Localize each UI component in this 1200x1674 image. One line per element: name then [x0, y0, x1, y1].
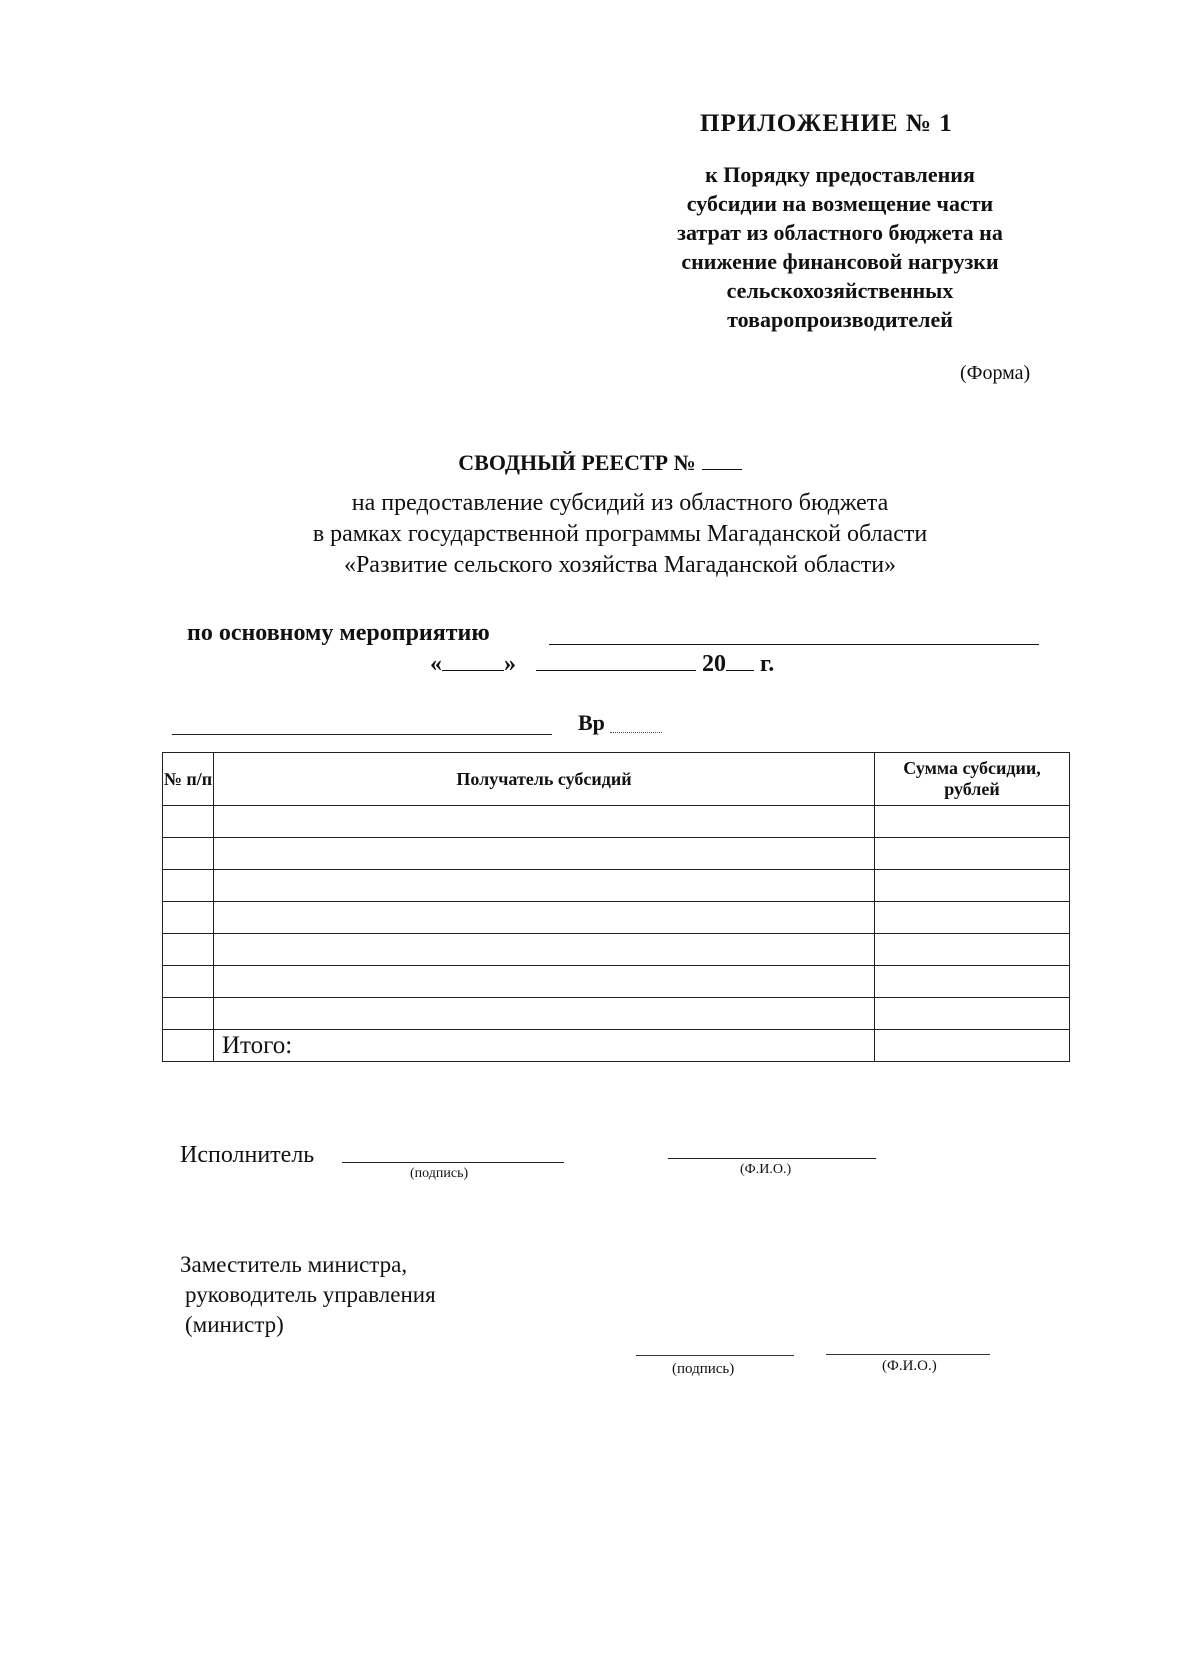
table-row — [163, 934, 1070, 966]
header-number: № п/п — [163, 753, 214, 806]
registry-desc-line: «Развитие сельского хозяйства Магаданской области» — [343, 552, 897, 578]
place-label: Вр — [578, 710, 605, 735]
date-close-quote: » — [504, 651, 516, 677]
deputy-signature-line[interactable] — [636, 1355, 794, 1356]
total-amount-cell[interactable] — [875, 1030, 1070, 1062]
row-recipient-cell[interactable] — [214, 870, 875, 902]
deputy-fio-caption: (Ф.И.О.) — [882, 1358, 937, 1374]
table-row — [163, 902, 1070, 934]
place-dots — [610, 732, 662, 733]
appendix-title: ПРИЛОЖЕНИЕ № 1 — [700, 110, 953, 137]
executor-signature-caption: (подпись) — [410, 1166, 469, 1181]
header-amount: Сумма субсидии, рублей — [875, 753, 1070, 806]
header-recipient: Получатель субсидий — [214, 753, 875, 806]
year-blank[interactable] — [726, 650, 754, 671]
total-label: Итого: — [214, 1030, 875, 1062]
row-number-cell[interactable] — [163, 966, 214, 998]
table-row — [163, 998, 1070, 1030]
row-recipient-cell[interactable] — [214, 966, 875, 998]
registry-desc-line: в рамках государственной программы Магаданской области — [312, 521, 928, 547]
appendix-subtitle — [620, 160, 1060, 334]
row-recipient-cell[interactable] — [214, 902, 875, 934]
appendix-line: к Порядку предоставления — [705, 162, 975, 187]
form-label: (Форма) — [960, 362, 1031, 384]
table-row — [163, 870, 1070, 902]
recipients-table — [162, 752, 1070, 1062]
executor-label: Исполнитель — [180, 1142, 315, 1168]
executor-fio-line[interactable] — [668, 1158, 876, 1159]
registry-description — [180, 488, 1060, 581]
registry-title — [300, 450, 900, 476]
table-row — [163, 966, 1070, 998]
row-amount-cell[interactable] — [875, 838, 1070, 870]
measure-blank[interactable] — [549, 644, 1039, 645]
row-recipient-cell[interactable] — [214, 998, 875, 1030]
executor-signature-line[interactable] — [342, 1162, 564, 1163]
row-amount-cell[interactable] — [875, 966, 1070, 998]
deputy-line: (министр) — [185, 1312, 284, 1337]
row-number-cell[interactable] — [163, 934, 214, 966]
registry-title-text: СВОДНЫЙ РЕЕСТР № — [458, 450, 696, 475]
measure-line — [187, 620, 490, 647]
total-number-cell — [163, 1030, 214, 1062]
row-recipient-cell[interactable] — [214, 806, 875, 838]
total-row — [163, 1030, 1070, 1062]
deputy-label — [180, 1250, 436, 1340]
appendix-line: затрат из областного бюджета на — [677, 220, 1003, 245]
row-amount-cell[interactable] — [875, 806, 1070, 838]
row-number-cell[interactable] — [163, 806, 214, 838]
table-row — [163, 838, 1070, 870]
registry-desc-line: на предоставление субсидий из областного бюджета — [351, 490, 889, 516]
table-header-row — [163, 753, 1070, 806]
row-amount-cell[interactable] — [875, 998, 1070, 1030]
appendix-line: сельскохозяйственных — [726, 278, 954, 303]
deputy-signature-caption: (подпись) — [672, 1361, 735, 1377]
row-number-cell[interactable] — [163, 902, 214, 934]
row-amount-cell[interactable] — [875, 902, 1070, 934]
appendix-line: снижение финансовой нагрузки — [681, 249, 999, 274]
row-number-cell[interactable] — [163, 870, 214, 902]
deputy-fio-line[interactable] — [826, 1354, 990, 1355]
appendix-line: товаропроизводителей — [727, 307, 953, 332]
date-year: 20 — [702, 651, 726, 677]
row-number-cell[interactable] — [163, 838, 214, 870]
date-open-quote: « — [430, 651, 442, 677]
row-amount-cell[interactable] — [875, 934, 1070, 966]
table-row — [163, 806, 1070, 838]
deputy-line: руководитель управления — [185, 1282, 436, 1307]
deputy-line: Заместитель министра, — [180, 1252, 408, 1277]
row-amount-cell[interactable] — [875, 870, 1070, 902]
executor-fio-caption: (Ф.И.О.) — [740, 1162, 792, 1177]
month-blank[interactable] — [536, 650, 696, 671]
date-suffix: г. — [760, 651, 775, 677]
place-blank[interactable] — [172, 734, 552, 735]
measure-label: по основному мероприятию — [187, 620, 490, 646]
row-recipient-cell[interactable] — [214, 838, 875, 870]
registry-number-blank[interactable] — [702, 451, 742, 470]
date-line — [430, 650, 774, 678]
appendix-line: субсидии на возмещение части — [686, 191, 994, 216]
table-body — [163, 806, 1070, 1030]
row-recipient-cell[interactable] — [214, 934, 875, 966]
day-blank[interactable] — [442, 650, 504, 671]
row-number-cell[interactable] — [163, 998, 214, 1030]
